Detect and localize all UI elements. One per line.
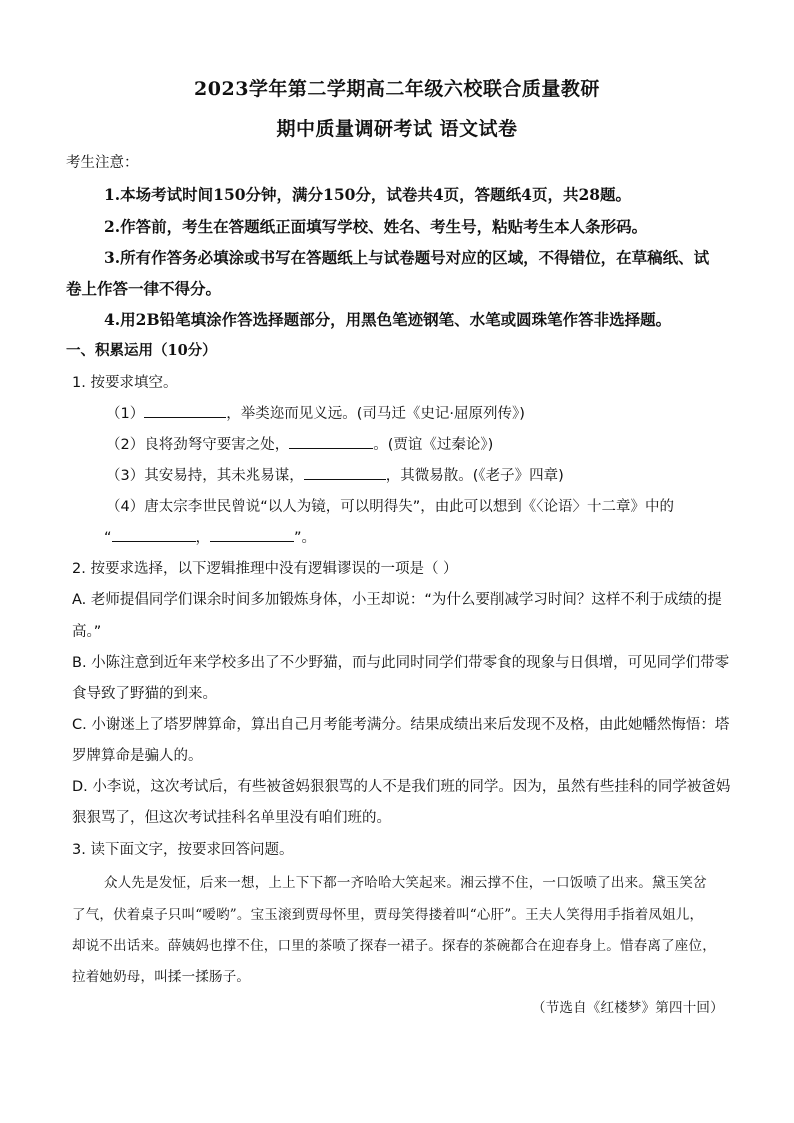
q1-item-1-suffix: ，举类迩而见义远。(司马迁《史记·屈原列传》) — [226, 406, 525, 422]
q1-item-4: （4）唐太宗李世民曾说“以人为镜，可以明得失”，由此可以想到《〈论语〉十二章》中的 — [106, 499, 674, 515]
q3-source: （节选自《红楼梦》第四十回） — [532, 1000, 724, 1016]
notice-item-3: 3.所有作答务必填涂或书写在答题纸上与试卷题号对应的区域，不得错位，在草稿纸、试 — [104, 248, 710, 267]
q2-option-c: C. 小谢迷上了塔罗牌算命，算出自己月考能考满分。结果成绩出来后发现不及格，由此她幡然悔悟：塔 — [72, 717, 730, 733]
q3-passage-line-2: 了气，伏着桌子只叫“嗳哟”。宝玉滚到贾母怀里，贾母笑得搂着叫“心肝”。王夫人笑得用手指着凤姐儿， — [72, 907, 704, 923]
q1-item-4-comma: ， — [195, 530, 211, 546]
q1-item-1-prefix: （1） — [106, 406, 145, 422]
notice-item-1: 1.本场考试时间150分钟，满分150分，试卷共4页，答题纸4页，共28题。 — [104, 185, 632, 204]
q2-option-b-cont: 食导致了野猫的到来。 — [72, 686, 217, 702]
q1-item-4-open-quote: “ — [104, 530, 112, 546]
q1-item-1 — [106, 402, 525, 423]
q2-option-a-cont: 高。” — [72, 624, 102, 640]
q2-option-d: D. 小李说，这次考试后，有些被爸妈狠狠骂的人不是我们班的同学。因为，虽然有些挂科的同学被爸妈 — [72, 779, 731, 795]
notice-item-2: 2.作答前，考生在答题纸正面填写学校、姓名、考生号，粘贴考生本人条形码。 — [104, 217, 648, 236]
q2-option-c-cont: 罗牌算命是骗人的。 — [72, 748, 203, 764]
q1-item-3-prefix: （3）其安易持，其未兆易谋， — [106, 468, 304, 484]
q1-item-4-blank-b[interactable] — [210, 527, 294, 542]
q1-item-3-suffix: ，其微易散。(《老子》四章) — [385, 468, 564, 484]
q3-stem: 3. 读下面文字，按要求回答问题。 — [72, 842, 294, 858]
q1-item-2-prefix: （2）良将劲弩守要害之处， — [106, 437, 290, 453]
q1-stem: 1. 按要求填空。 — [72, 375, 178, 391]
exam-title-line1: 2023学年第二学期高二年级六校联合质量教研 — [194, 78, 600, 100]
q1-item-3-blank[interactable] — [304, 465, 386, 480]
q1-item-1-blank[interactable] — [144, 403, 226, 418]
q3-passage-line-4: 拉着她奶母，叫揉一揉肠子。 — [72, 969, 251, 985]
notice-item-3-cont: 卷上作答一律不得分。 — [66, 279, 222, 298]
q1-item-4-blank-a[interactable] — [112, 527, 196, 542]
q2-option-a: A. 老师提倡同学们课余时间多加锻炼身体，小王却说：“为什么要削减学习时间？这样不利于成绩的提 — [72, 592, 722, 608]
exam-title-line2: 期中质量调研考试 语文试卷 — [276, 118, 518, 140]
q1-item-4-close-quote: ”。 — [294, 530, 317, 546]
q1-item-3 — [106, 464, 564, 485]
q3-passage-line-3: 却说不出话来。薛姨妈也撑不住，口里的茶喷了探春一裙子。探春的茶碗都合在迎春身上。惜春离了座位， — [72, 938, 716, 954]
q2-stem: 2. 按要求选择，以下逻辑推理中没有逻辑谬误的一项是（ ） — [72, 561, 458, 577]
q1-item-2-blank[interactable] — [289, 434, 373, 449]
q1-item-4-blanks — [104, 526, 316, 547]
q3-passage-line-1: 众人先是发怔，后来一想，上上下下都一齐哈哈大笑起来。湘云撑不住，一口饭喷了出来。黛玉笑岔 — [104, 875, 707, 891]
q2-option-b: B. 小陈注意到近年来学校多出了不少野猫，而与此同时同学们带零食的现象与日俱增，可见同学们带零 — [72, 655, 730, 671]
q2-option-d-cont: 狠狠骂了，但这次考试挂科名单里没有咱们班的。 — [72, 810, 391, 826]
notice-item-4: 4.用2B铅笔填涂作答选择题部分，用黑色笔迹钢笔、水笔或圆珠笔作答非选择题。 — [104, 310, 672, 329]
q1-item-2-suffix: 。(贾谊《过秦论》) — [373, 437, 494, 453]
section-heading: 一、积累运用（10分） — [66, 342, 217, 359]
notice-heading: 考生注意： — [66, 155, 139, 171]
q1-item-2 — [106, 433, 493, 454]
